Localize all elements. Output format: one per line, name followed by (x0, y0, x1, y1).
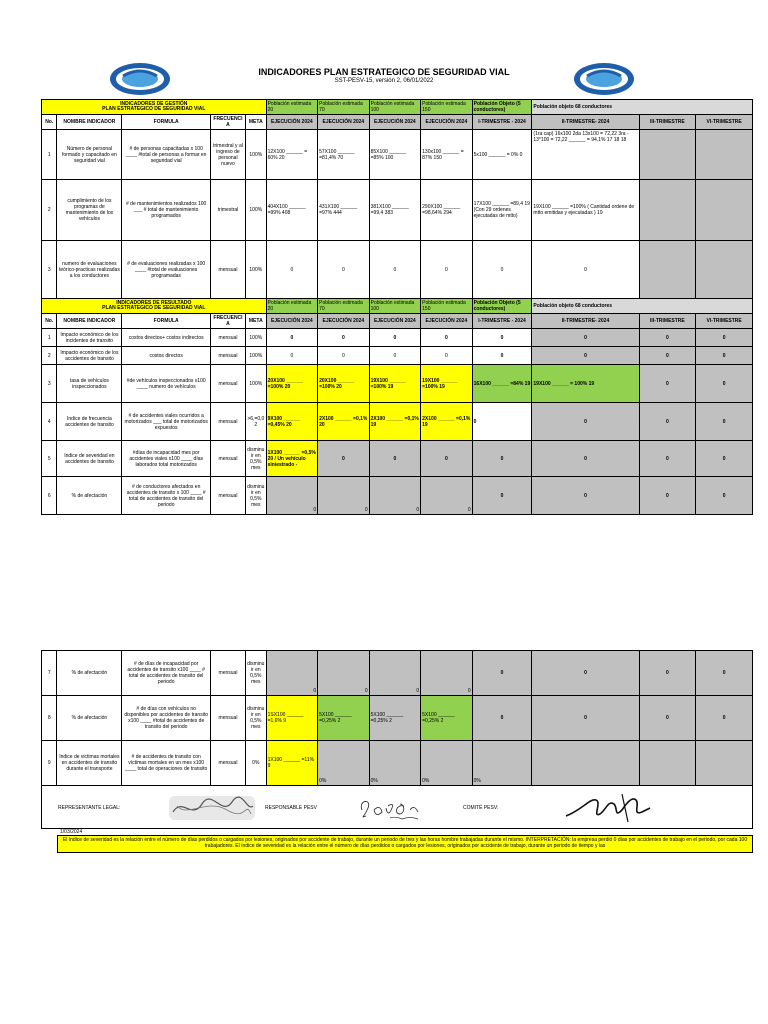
col-header-no: No. (42, 314, 57, 329)
col-header-trimestre-i: I-TRIMESTRE - 2024 (472, 115, 532, 130)
col-header-trimestre-vi: VI-TRIMESTRE (696, 314, 753, 329)
row-ejecucion: 0% (421, 741, 473, 786)
col-header-meta: META (246, 314, 267, 329)
col-header-formula: FORMULA (122, 115, 211, 130)
row-trimestre-i: 0 (472, 241, 532, 299)
row-trimestre-vi: 0 (696, 696, 753, 741)
row-ejecucion: 5X100 ______ =0,25% 2 (421, 696, 473, 741)
row-ejecucion: 0 (369, 347, 421, 365)
row-frecuencia: trimestral y al ingreso de personal nuevo (210, 130, 245, 180)
col-header-ejecucion: EJECUCIÓN 2024 (318, 314, 370, 329)
row-ejecucion: 0 (369, 477, 421, 515)
row-trimestre-ii: 0 (532, 651, 639, 696)
row-ejecucion: 1SX100 ______ =1,6% 9 (266, 696, 318, 741)
row-trimestre-i: 5x100 ______ = 0% 0 (472, 130, 532, 180)
row-trimestre-ii: 0 (532, 403, 639, 441)
row-trimestre-vi: 0 (696, 347, 753, 365)
row-meta: 100% (246, 365, 267, 403)
row-trimestre-iii: 0 (639, 477, 696, 515)
row-nombre: % de afectación (57, 477, 122, 515)
row-formula: # de días de incapacidad por accidentes de transito x100 ____ # total de accidentes de transito del periodo (122, 651, 211, 696)
row-trimestre-vi (696, 741, 753, 786)
row-ejecucion: 0 (266, 651, 318, 696)
row-frecuencia: mensual (210, 741, 245, 786)
table-row (42, 441, 753, 477)
row-trimestre-ii: (1ra cap) 16x100 2da 13x100 = 72,22 3ra - 13*100 = 72,22 ______ = 94,1% 17 18 18 (532, 130, 639, 180)
row-formula: costos directos (122, 347, 211, 365)
row-meta: disminuir en 0,5% mes (246, 696, 267, 741)
document-title: INDICADORES PLAN ESTRATEGICO DE SEGURIDAD VIAL (258, 67, 510, 77)
row-ejecucion: 0 (318, 441, 370, 477)
row-no: 2 (42, 180, 57, 241)
company-logo-right (573, 62, 635, 96)
row-no: 3 (42, 365, 57, 403)
row-formula: # de días con vehículos no disponibles por accidentes de transito x100 ____ #total de accidentes de transito del periodo (122, 696, 211, 741)
pop-objective-68: Población objeto 68 conductores (532, 100, 753, 115)
pop-objective-68: Población objeto 68 conductores (532, 299, 753, 314)
row-formula: # de accidentes viales ocurridos a motorizados ___ total de motorizados expuestos (122, 403, 211, 441)
section-title-gestion: INDICADORES DE GESTIÓN PLAN ESTRATEGICO DE SEGURIDAD VIAL (42, 100, 267, 115)
col-header-ejecucion: EJECUCIÓN 2024 (421, 314, 473, 329)
report-date: 1/03/2024 (60, 829, 83, 835)
pop-objective-5: Población Objeto (5 conductores) (472, 299, 532, 314)
row-ejecucion: 12X100 ______ = 60% 20 (266, 130, 318, 180)
row-ejecucion: 2X100 ______ =0,1% 19 (369, 403, 421, 441)
row-frecuencia: mensual (210, 403, 245, 441)
pop-estimate-150: Población estimada 150 (421, 100, 473, 115)
row-ejecucion: 0 (318, 651, 370, 696)
row-nombre: % de afectación (57, 696, 122, 741)
row-no: 5 (42, 441, 57, 477)
col-header-meta: META (246, 115, 267, 130)
col-header-ejecucion: EJECUCIÓN 2024 (369, 115, 421, 130)
legal-rep-label: REPRESENTANTE LEGAL: (58, 805, 121, 811)
row-formula: # de evaluaciones realizadas x 100 ____ #total de evaluaciones programadas (122, 241, 211, 299)
row-trimestre-i: 0 (472, 696, 532, 741)
row-meta: disminuir en 0,5% mes (246, 477, 267, 515)
row-meta: 100% (246, 329, 267, 347)
row-formula: #días de incapacidad mes por accidentes viales x100 ____ días laborados total motorizados (122, 441, 211, 477)
col-header-trimestre-vi: VI-TRIMESTRE (696, 115, 753, 130)
row-trimestre-vi (696, 241, 753, 299)
row-meta: 100% (246, 130, 267, 180)
col-header-ejecucion: EJECUCIÓN 2024 (266, 115, 318, 130)
row-ejecucion: 20X100 ______ =100% 20 (266, 365, 318, 403)
row-nombre: % de afectación (57, 651, 122, 696)
pop-estimate-20: Población estimada 20 (266, 100, 318, 115)
row-trimestre-iii: 0 (639, 347, 696, 365)
row-frecuencia: mensual (210, 329, 245, 347)
indicators-table-continued (41, 650, 753, 786)
pesv-responsible-label: RESPONSABLE PESV (265, 805, 317, 811)
row-trimestre-iii: 0 (639, 329, 696, 347)
row-trimestre-ii: 19X100 ______ = 100% 19 (532, 365, 639, 403)
row-no: 3 (42, 241, 57, 299)
row-meta: >6,=0,02 (246, 403, 267, 441)
table-row (42, 477, 753, 515)
row-ejecucion: 0 (421, 241, 473, 299)
pop-estimate-150: Población estimada 150 (421, 299, 473, 314)
table-row (42, 130, 753, 180)
col-header-ejecucion: EJECUCIÓN 2024 (369, 314, 421, 329)
row-ejecucion: 85X100 ______ =85% 100 (369, 130, 421, 180)
row-trimestre-iii: 0 (639, 365, 696, 403)
row-trimestre-vi: 0 (696, 477, 753, 515)
row-nombre: Número de personal formado y capacitado en seguridad vial (57, 130, 122, 180)
row-ejecucion: 0% (318, 741, 370, 786)
row-frecuencia: mensual (210, 477, 245, 515)
col-header-trimestre-i: I-TRIMESTRE - 2024 (472, 314, 532, 329)
row-trimestre-i: 0 (472, 329, 532, 347)
row-ejecucion: 0 (369, 329, 421, 347)
pop-objective-5: Población Objeto (5 conductores) (472, 100, 532, 115)
legal-rep-signature (167, 792, 257, 824)
pop-estimate-100: Población estimada 100 (369, 299, 421, 314)
row-frecuencia: mensual (210, 696, 245, 741)
row-no: 1 (42, 130, 57, 180)
row-ejecucion: 5X100 ______ =0,25% 2 (318, 696, 370, 741)
row-no: 1 (42, 329, 57, 347)
table-row (42, 180, 753, 241)
row-meta: 100% (246, 347, 267, 365)
row-ejecucion: 0 (266, 477, 318, 515)
row-meta: disminuir en 0,5% mes (246, 651, 267, 696)
table-row (42, 365, 753, 403)
row-no: 2 (42, 347, 57, 365)
row-ejecucion: 0 (421, 441, 473, 477)
committee-label: COMITÉ PESV: (463, 805, 499, 811)
row-formula: # de accidentes de transito con víctimas mortales en un mes x100 ____ total de operaciones de transito (122, 741, 211, 786)
row-trimestre-iii: 0 (639, 651, 696, 696)
row-ejecucion: 0 (421, 329, 473, 347)
row-nombre: Impacto económico de los accidentes de transito (57, 347, 122, 365)
col-header-nombre: NOMBRE INDICADOR (57, 115, 122, 130)
table-row (42, 403, 753, 441)
table-row (42, 696, 753, 741)
row-trimestre-i: 17X100 ______ =89,4 19 (Con 29 ordenes ejecutadas de mtto) (472, 180, 532, 241)
col-header-trimestre-ii: II-TRIMESTRE- 2024 (532, 314, 639, 329)
row-trimestre-iii (639, 180, 696, 241)
row-meta: 0% (246, 741, 267, 786)
row-trimestre-iii: 0 (639, 441, 696, 477)
row-ejecucion: 381X100 ______ =99,4 383 (369, 180, 421, 241)
row-ejecucion: 0 (318, 241, 370, 299)
row-formula: # de mantenimientos realizados 100 ___ # total de mantenimiento programados (122, 180, 211, 241)
row-ejecucion: 9X100 ______ =0,45% 20 (266, 403, 318, 441)
row-trimestre-i: 0 (472, 403, 532, 441)
row-ejecucion: 0 (266, 347, 318, 365)
row-nombre: tasa de vehículos inspeccionados (57, 365, 122, 403)
row-ejecucion: 404X100 ______ =99% 408 (266, 180, 318, 241)
row-formula: costos directos+ costos indirectos (122, 329, 211, 347)
row-trimestre-vi: 0 (696, 329, 753, 347)
row-trimestre-i: 0% (472, 741, 532, 786)
row-trimestre-ii: 0 (532, 441, 639, 477)
row-ejecucion: 0 (421, 651, 473, 696)
col-header-nombre: NOMBRE INDICADOR (57, 314, 122, 329)
pop-estimate-70: Población estimada 70 (318, 299, 370, 314)
row-ejecucion: 0 (266, 329, 318, 347)
pop-estimate-20: Población estimada 20 (266, 299, 318, 314)
row-trimestre-vi: 0 (696, 365, 753, 403)
row-trimestre-iii (639, 741, 696, 786)
row-nombre: Indice de frecuencia accidentes de transito (57, 403, 122, 441)
row-no: 9 (42, 741, 57, 786)
row-trimestre-ii: 0 (532, 241, 639, 299)
row-meta: 100% (246, 180, 267, 241)
row-ejecucion: 57X100 ______ =81,4% 70 (318, 130, 370, 180)
row-ejecucion: 0 (318, 477, 370, 515)
row-ejecucion: 0 (369, 241, 421, 299)
row-formula: # de conductores afectados en accidentes de transito x 100 ____ # total de accidentes de transito del periodo (122, 477, 211, 515)
row-trimestre-iii (639, 241, 696, 299)
section-title-resultado: INDICADORES DE RESULTADO PLAN ESTRATEGICO DE SEGURIDAD VIAL (42, 299, 267, 314)
document-subtitle: SST-PESV-15, versión 2, 06/01/2022 (334, 78, 434, 84)
row-trimestre-i: 16X100 ______ =84% 19 (472, 365, 532, 403)
table-row (42, 241, 753, 299)
severity-index-note: El índice de severidad es la relación entre el número de días perdidos o cargados por lesiones, originados por accidente de trabajo, durante un periodo de tres y las horas hombre trabajadas durante el mismo. INTERPRETACIÓN: la empresa perdió 0 días por accidentes de trabajo en el periodo, por cada 100 trabajadores. El índice de severidad es la relación entre el número de días perdidos o cargados por lesiones, originados por accidente de trabajo, durante un periodo de tiempo y las (57, 835, 753, 853)
row-ejecucion: 290X100 ______ =98,64% 294 (421, 180, 473, 241)
row-nombre: Indice de severidad en accidentes de transito (57, 441, 122, 477)
row-trimestre-i: 0 (472, 651, 532, 696)
row-ejecucion: 1X100 ______ =11% 9 (266, 741, 318, 786)
col-header-trimestre-ii: II-TRIMESTRE- 2024 (532, 115, 639, 130)
row-frecuencia: mensual (210, 347, 245, 365)
row-trimestre-ii: 19X100 ______ =100% ( Cantidad ordene de mtto emitidas y ejecutadas ) 19 (532, 180, 639, 241)
row-no: 8 (42, 696, 57, 741)
row-trimestre-vi: 0 (696, 441, 753, 477)
row-ejecucion: 0% (369, 741, 421, 786)
row-nombre: numero de evaluaciones teórico-practicas realizadas a los conductores (57, 241, 122, 299)
row-ejecucion: 0 (318, 347, 370, 365)
row-trimestre-ii (532, 741, 639, 786)
row-trimestre-vi (696, 180, 753, 241)
row-ejecucion: 0 (369, 651, 421, 696)
row-nombre: Impacto económico de los incidentes de transito (57, 329, 122, 347)
row-trimestre-i: 0 (472, 441, 532, 477)
row-ejecucion: 130x100 ______ = 87% 150 (421, 130, 473, 180)
row-no: 7 (42, 651, 57, 696)
row-nombre: Indice de victimas mortales en accidentes de transito durante el transporte (57, 741, 122, 786)
col-header-trimestre-iii: III-TRIMESTRE (639, 314, 696, 329)
row-nombre: cumplimiento de los programas de mantenimiento de los vehículos (57, 180, 122, 241)
row-trimestre-ii: 0 (532, 477, 639, 515)
row-ejecucion: 2X100 ______ =0,1% 20 (318, 403, 370, 441)
row-ejecucion: 0 (266, 241, 318, 299)
col-header-frecuencia: FRECUENCIA (210, 115, 245, 130)
row-formula: # de personas capacitadas x 100 ____ #total de personas a formar en seguridad vial (122, 130, 211, 180)
row-frecuencia: mensual (210, 651, 245, 696)
row-frecuencia: mensual (210, 241, 245, 299)
col-header-formula: FORMULA (122, 314, 211, 329)
row-ejecucion: 0 (421, 347, 473, 365)
row-ejecucion: 0 (369, 441, 421, 477)
indicators-table (41, 99, 753, 515)
row-trimestre-vi (696, 130, 753, 180)
col-header-frecuencia: FRECUENCIA (210, 314, 245, 329)
row-meta: disminuir en 0,5% mes (246, 441, 267, 477)
row-trimestre-iii (639, 130, 696, 180)
company-logo-left (109, 62, 171, 96)
row-no: 6 (42, 477, 57, 515)
row-ejecucion: 19X100 ______ =100% 19 (421, 365, 473, 403)
col-header-ejecucion: EJECUCIÓN 2024 (421, 115, 473, 130)
table-row (42, 741, 753, 786)
row-trimestre-iii: 0 (639, 403, 696, 441)
col-header-ejecucion: EJECUCIÓN 2024 (266, 314, 318, 329)
pesv-responsible-signature (354, 792, 426, 826)
row-frecuencia: mensual (210, 365, 245, 403)
row-trimestre-vi: 0 (696, 651, 753, 696)
row-trimestre-ii: 0 (532, 329, 639, 347)
row-frecuencia: mensual (210, 441, 245, 477)
row-trimestre-iii: 0 (639, 696, 696, 741)
row-frecuencia: trimestral (210, 180, 245, 241)
row-ejecucion: 2X100 ______ =0,1% 19 (421, 403, 473, 441)
col-header-no: No. (42, 115, 57, 130)
row-trimestre-i: 0 (472, 347, 532, 365)
row-ejecucion: 0 (421, 477, 473, 515)
pop-estimate-70: Población estimada 70 (318, 100, 370, 115)
table-row (42, 651, 753, 696)
row-ejecucion: 431X100 ______ =97% 444 (318, 180, 370, 241)
row-trimestre-i: 0 (472, 477, 532, 515)
row-ejecucion: 20X100 ______ =100% 20 (318, 365, 370, 403)
row-meta: 100% (246, 241, 267, 299)
row-ejecucion: 0 (318, 329, 370, 347)
signature-block (41, 785, 753, 829)
committee-signature (562, 790, 652, 826)
table-row (42, 347, 753, 365)
pop-estimate-100: Población estimada 100 (369, 100, 421, 115)
row-ejecucion: 5X100 ______ =0,25% 2 (369, 696, 421, 741)
row-formula: #de vehículos inspeccionados x100 ____ numero de vehículos (122, 365, 211, 403)
row-ejecucion: 1X100 ______ =0,5% 20 / Un vehículo siniestrado - (266, 441, 318, 477)
row-trimestre-vi: 0 (696, 403, 753, 441)
row-no: 4 (42, 403, 57, 441)
col-header-trimestre-iii: III-TRIMESTRE (639, 115, 696, 130)
row-trimestre-ii: 0 (532, 347, 639, 365)
row-trimestre-ii: 0 (532, 696, 639, 741)
col-header-ejecucion: EJECUCIÓN 2024 (318, 115, 370, 130)
table-row (42, 329, 753, 347)
row-ejecucion: 19X100 ______ =100% 19 (369, 365, 421, 403)
